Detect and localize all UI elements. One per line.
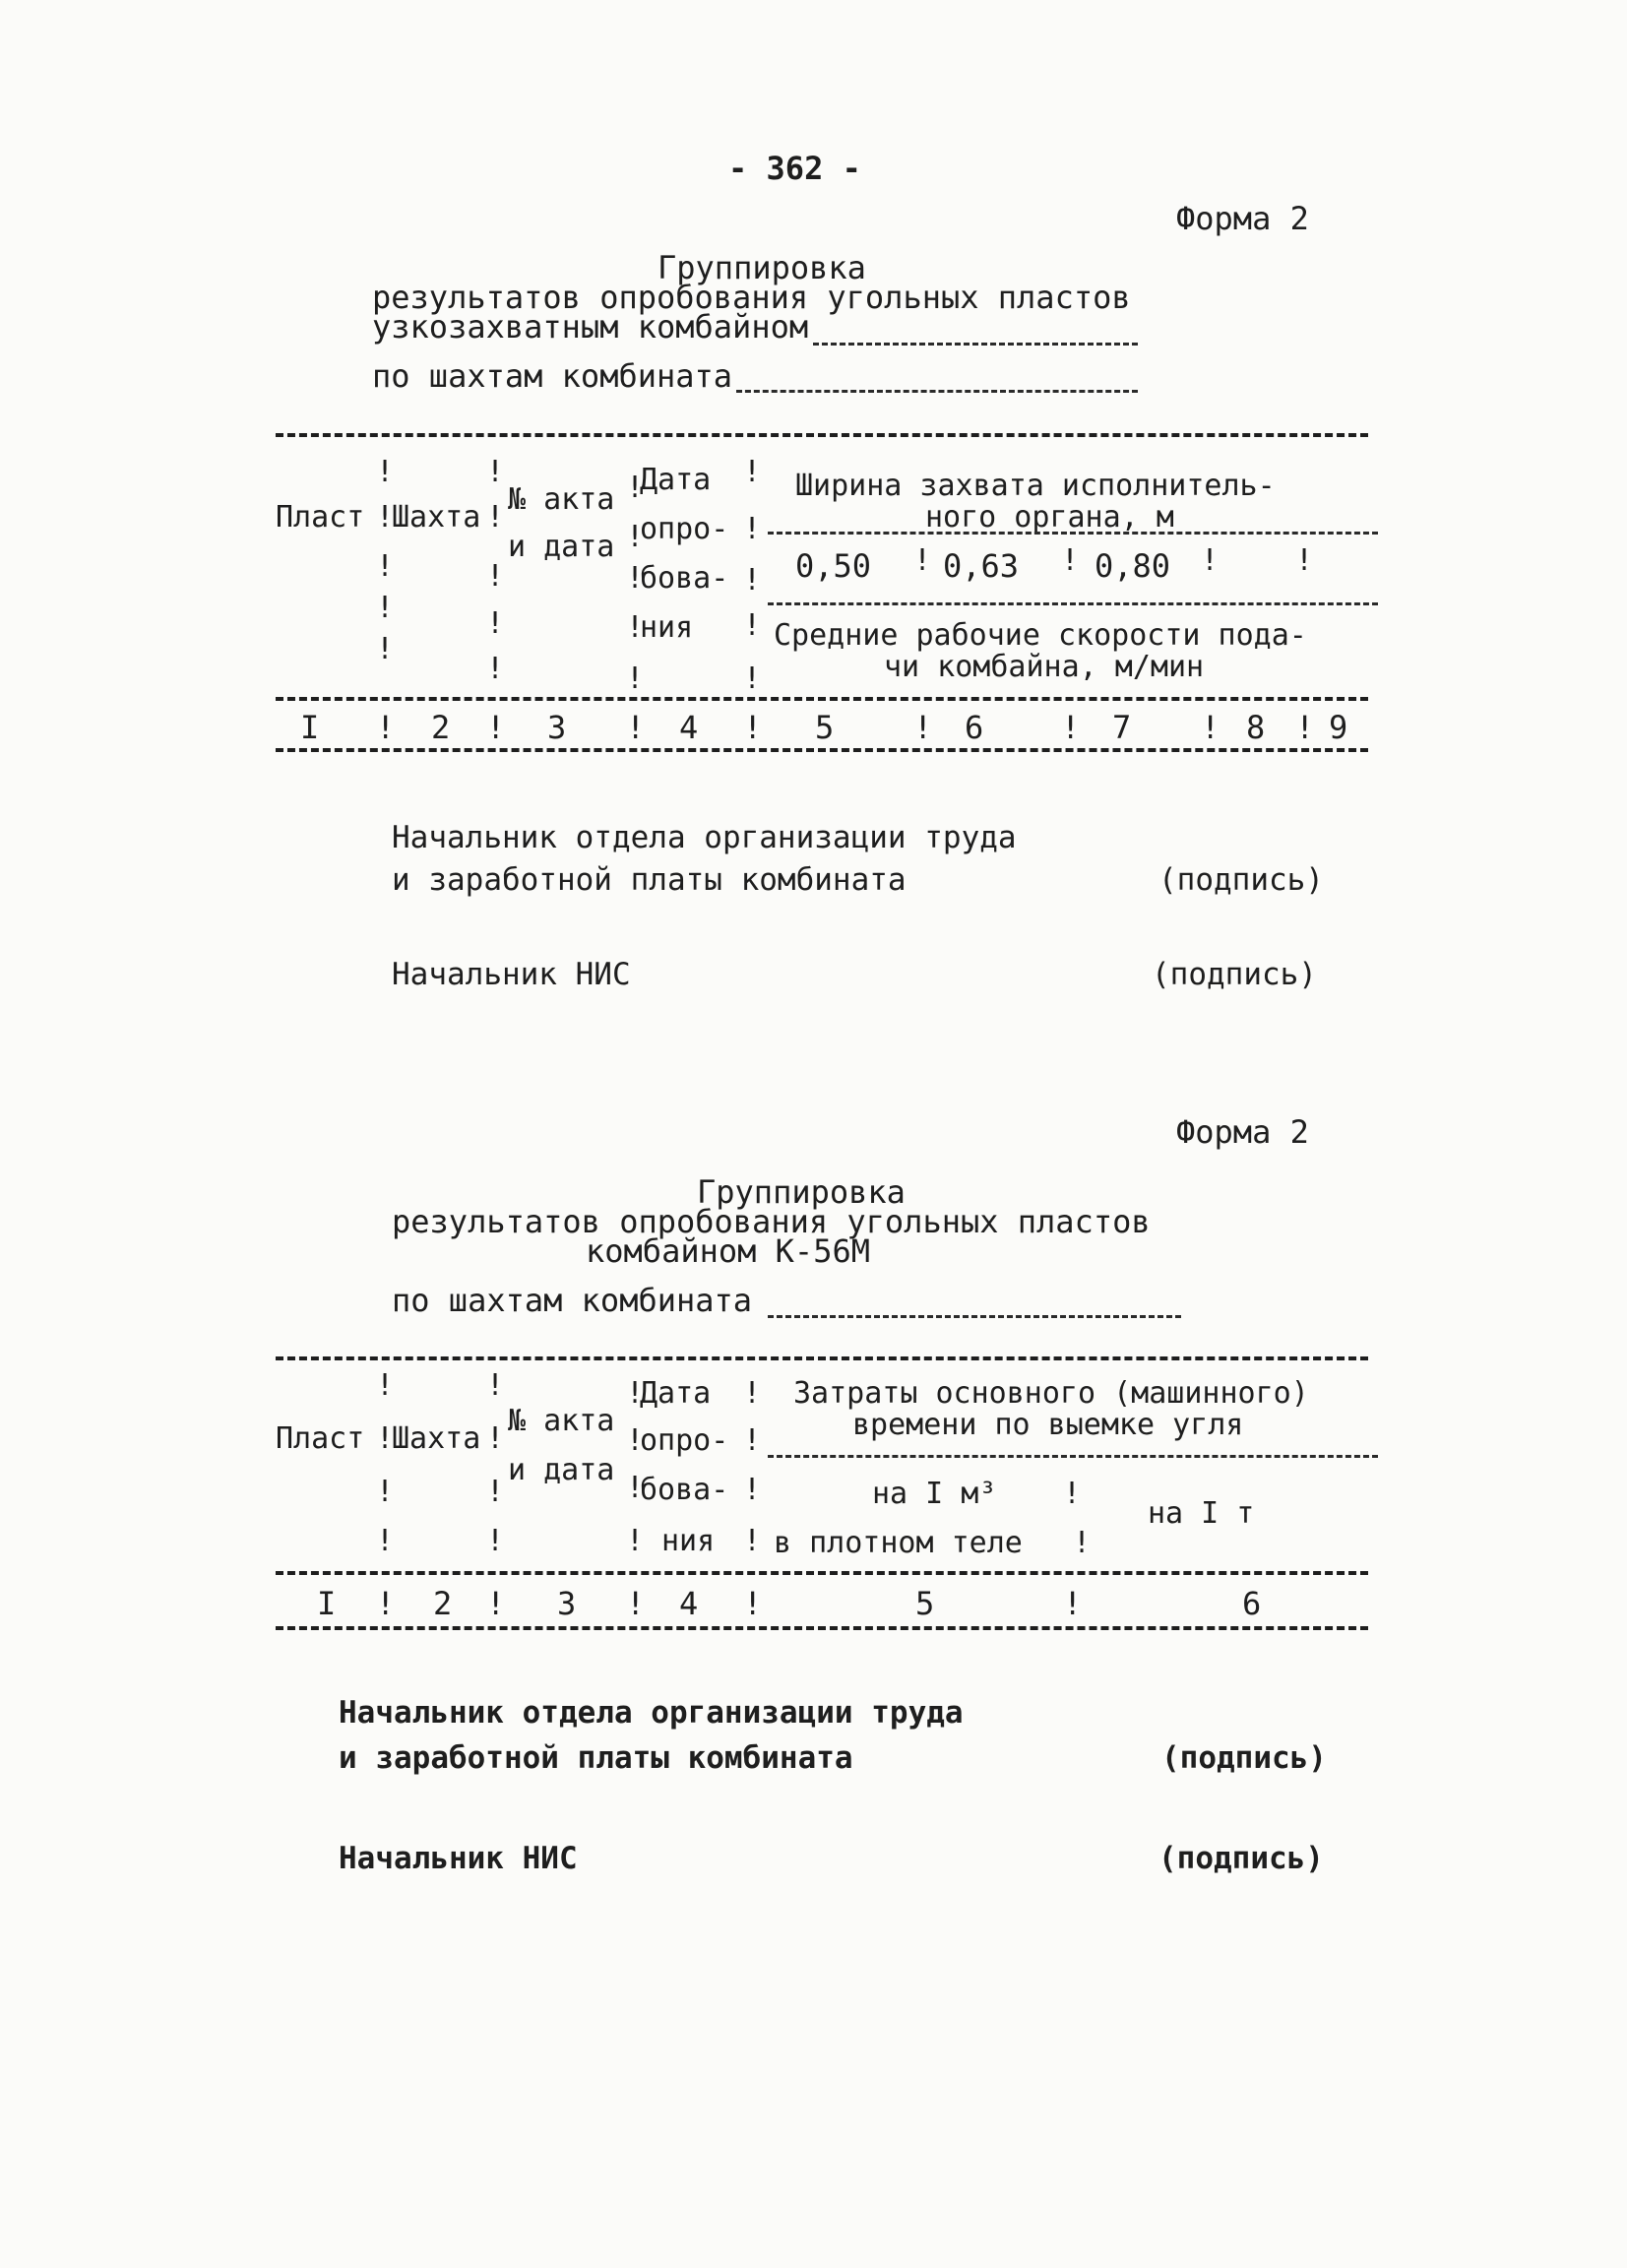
signature-placeholder: (подпись) bbox=[1161, 1740, 1327, 1776]
column-number: 5 bbox=[815, 709, 835, 746]
signature-placeholder: (подпись) bbox=[1158, 862, 1324, 898]
col-date-line: бова- bbox=[640, 1473, 729, 1507]
blank-line bbox=[813, 343, 1138, 346]
width-header-unit: ного органа, м bbox=[925, 500, 1174, 535]
column-number: 4 bbox=[679, 709, 699, 746]
column-number: 5 bbox=[915, 1585, 935, 1622]
col-date-line: опро- bbox=[640, 1423, 729, 1458]
header-bottom-rule bbox=[276, 697, 1368, 701]
column-number: 6 bbox=[965, 709, 984, 746]
width-value: 0,63 bbox=[943, 547, 1020, 585]
table-top-rule bbox=[276, 433, 1368, 437]
subheader-rule bbox=[768, 1455, 1378, 1458]
col-shakhta-header: Шахта bbox=[392, 1421, 481, 1456]
signature-nis-title: Начальник НИС bbox=[392, 957, 631, 992]
speed-header: Средние рабочие скорости пода- bbox=[774, 618, 1307, 653]
col-date-line: Дата bbox=[640, 1376, 712, 1411]
document-page: - 362 - Форма 2 Группировка результатов опробования угольных пластов узкозахватным комбайном по шахтам комбината ! ! ! ! ! ! ! ! ! ! ! ! ! ! ! Пласт ! Шахта ! № акта и дата ! ! Дата опро- бова- ния ! Ширина захвата исполнитель- ного органа, м 0,50 ! 0,63 ! 0,80 ! ! Средние рабочие скорости пода- чи комбайна, м/мин I ! 2 ! 3 ! 4 ! 5 ! 6 ! 7 ! 8 ! 9 Начальник отдела организации труда и заработной платы комбината (подпись) Начальник НИС (подпись) Форма 2 Группировка результатов опробования угольных пластов комбайном К-56М по шахтам комбината ! ! ! ! ! ! Пласт ! Шахта ! № акта и дата ! ! ! ! Дата опро- бова- ния ! ! ! ! Затраты основного (машинного) времени по выемке угля на I м³ ! в плотном теле ! на I т I ! 2 ! 3 ! 4 ! 5 ! 6 Начальник отдела организации труда и заработной платы комбината (подпись) Начальник НИС (подпись) bbox=[0, 0, 1627, 2268]
signature-title: Начальник отдела организации труда bbox=[392, 820, 1017, 855]
table-bottom-rule bbox=[276, 1626, 1368, 1630]
col-date-line: ния bbox=[640, 610, 694, 645]
col-plast-header: Пласт bbox=[276, 500, 365, 535]
signature-nis-title: Начальник НИС bbox=[339, 1841, 578, 1876]
signature-title: Начальник отдела организации труда bbox=[339, 1695, 964, 1731]
subheader-rule bbox=[768, 602, 1378, 605]
form-label: Форма 2 bbox=[1176, 1113, 1309, 1151]
form-subtitle: результатов опробования угольных пластов bbox=[372, 279, 1131, 316]
form-subtitle: результатов опробования угольных пластов bbox=[392, 1203, 1151, 1240]
column-number: 2 bbox=[431, 709, 451, 746]
form-subtitle-combine: узкозахватным комбайном bbox=[372, 308, 809, 346]
form-subtitle-combine: комбайном К-56М bbox=[586, 1232, 870, 1270]
form-title: Группировка bbox=[657, 249, 866, 286]
cost-header: Затраты основного (машинного) bbox=[793, 1376, 1309, 1411]
column-number: 9 bbox=[1329, 709, 1348, 746]
form-subtitle-mines: по шахтам комбината bbox=[392, 1282, 753, 1319]
col-date-line: Дата bbox=[640, 463, 712, 497]
cost-header-cont: времени по выемке угля bbox=[852, 1408, 1244, 1442]
signature-placeholder: (подпись) bbox=[1158, 1841, 1324, 1876]
col-akt-header-date: и дата bbox=[508, 530, 615, 564]
col-shakhta-header: Шахта bbox=[392, 500, 481, 535]
form-title: Группировка bbox=[697, 1173, 906, 1211]
width-header: Ширина захвата исполнитель- bbox=[795, 469, 1276, 503]
signature-title-cont: и заработной платы комбината bbox=[392, 862, 907, 898]
subheader-rule bbox=[768, 532, 1378, 535]
blank-line bbox=[736, 390, 1138, 393]
per-ton-header: на I т bbox=[1148, 1496, 1255, 1531]
column-number: 4 bbox=[679, 1585, 699, 1622]
col-date-line: бова- bbox=[640, 561, 729, 596]
col-akt-header: № акта bbox=[508, 1404, 615, 1438]
column-number: 6 bbox=[1242, 1585, 1262, 1622]
column-number: 3 bbox=[557, 1585, 577, 1622]
column-number: 7 bbox=[1112, 709, 1132, 746]
per-m3-header-cont: в плотном теле bbox=[774, 1526, 1023, 1560]
col-date-line: ния bbox=[661, 1524, 716, 1558]
blank-line bbox=[768, 1315, 1181, 1318]
col-date-line: опро- bbox=[640, 512, 729, 546]
width-value: 0,80 bbox=[1095, 547, 1171, 585]
page-number: - 362 - bbox=[728, 150, 861, 187]
form-label: Форма 2 bbox=[1176, 200, 1309, 237]
column-number: 8 bbox=[1246, 709, 1266, 746]
per-m3-header: на I м³ bbox=[872, 1477, 997, 1511]
column-number: I bbox=[300, 709, 320, 746]
column-number: 3 bbox=[547, 709, 567, 746]
table-top-rule bbox=[276, 1356, 1368, 1360]
signature-title-cont: и заработной платы комбината bbox=[339, 1740, 853, 1776]
table-bottom-rule bbox=[276, 748, 1368, 752]
col-plast-header: Пласт bbox=[276, 1421, 365, 1456]
signature-placeholder: (подпись) bbox=[1152, 957, 1317, 992]
col-akt-header-date: и дата bbox=[508, 1453, 615, 1487]
col-akt-header: № акта bbox=[508, 482, 615, 517]
column-number: I bbox=[317, 1585, 337, 1622]
header-bottom-rule bbox=[276, 1571, 1368, 1575]
speed-header-unit: чи комбайна, м/мин bbox=[884, 650, 1205, 684]
column-number: 2 bbox=[433, 1585, 453, 1622]
width-value: 0,50 bbox=[795, 547, 872, 585]
form-subtitle-mines: по шахтам комбината bbox=[372, 357, 733, 395]
